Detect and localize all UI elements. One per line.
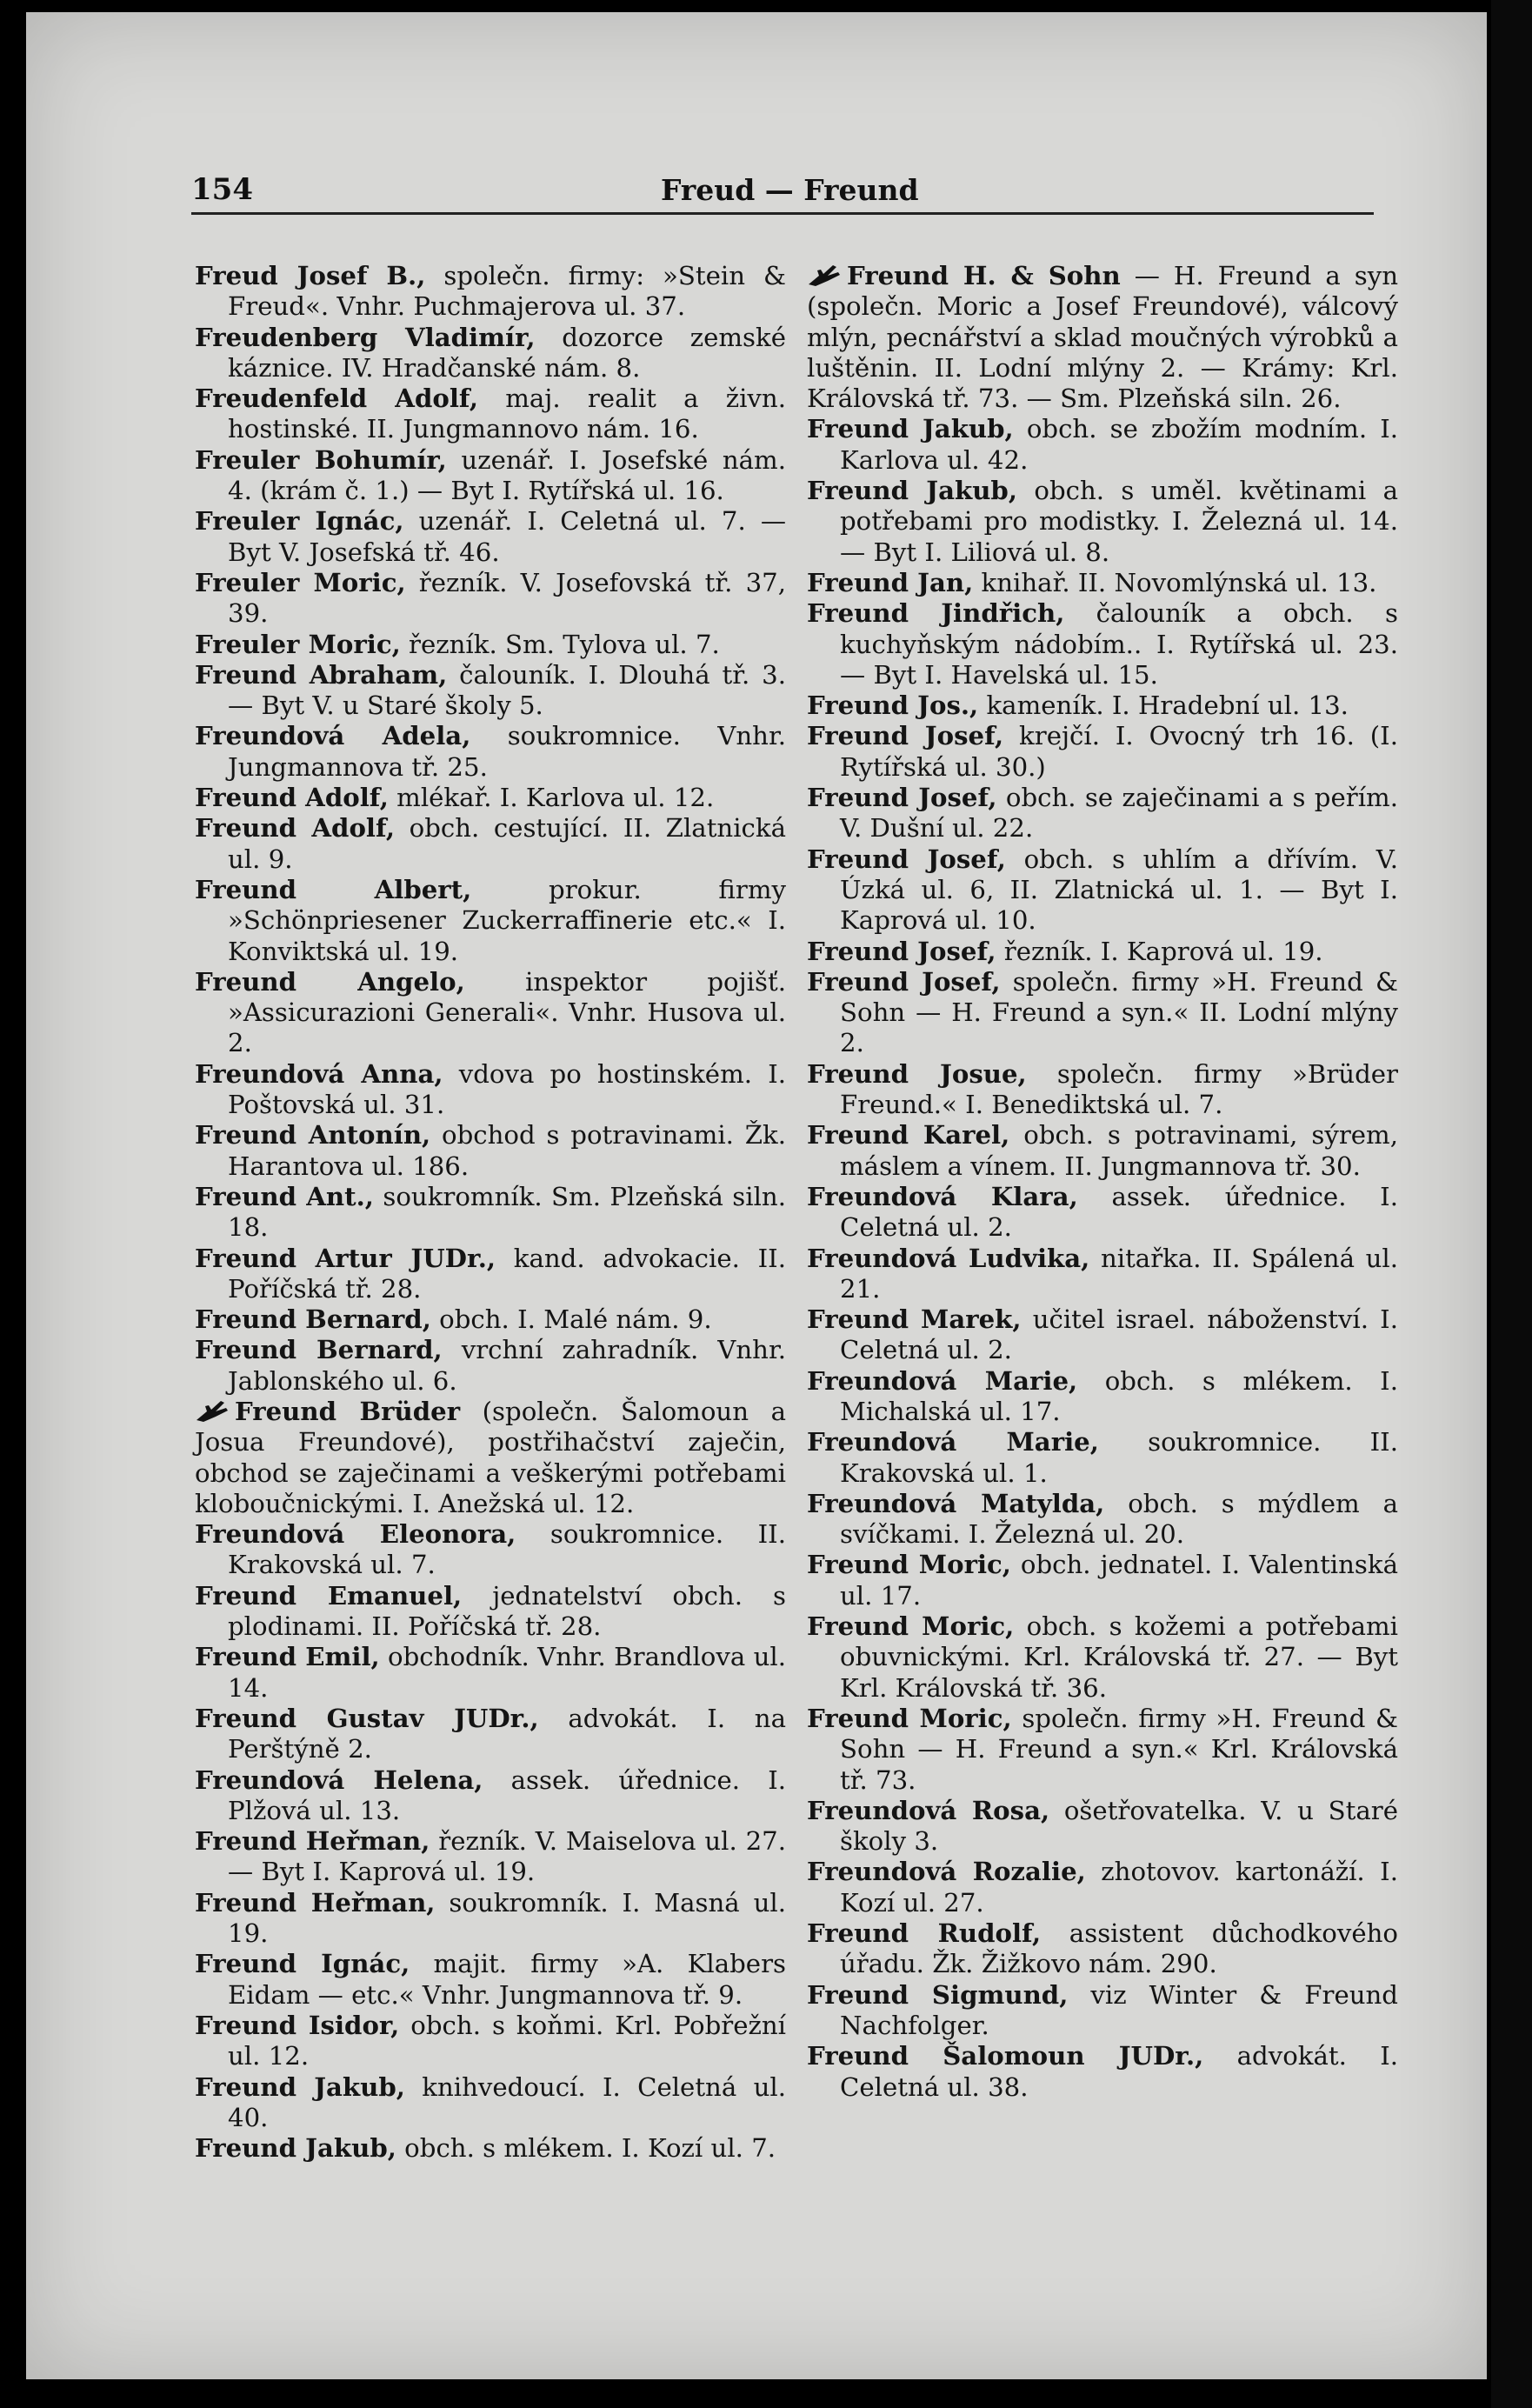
entry-name: Freund Ignác, (195, 1949, 410, 1979)
entry-name: Freundová Adela, (195, 721, 471, 751)
right-column (807, 261, 1398, 2103)
directory-entry (195, 445, 786, 507)
directory-entry (807, 1980, 1398, 2042)
entry-details: soukromnice. II. Krakovská ul. 7. (228, 1519, 786, 1580)
entry-name: Freund Josef, (807, 721, 1004, 751)
entry-details: obch. s mlékem. I. Kozí ul. 7. (396, 2133, 776, 2164)
entry-name: Freund Jan, (807, 567, 974, 597)
directory-entry (195, 1120, 786, 1182)
directory-entry (807, 1796, 1398, 1858)
directory-entry (195, 721, 786, 783)
directory-entry (195, 875, 786, 967)
entry-name: Freund Angelo, (195, 966, 465, 997)
directory-entry (807, 1427, 1398, 1489)
directory-entry (807, 844, 1398, 937)
pointing-hand-icon (195, 1397, 230, 1424)
entry-name: Freuler Ignác, (195, 506, 404, 537)
entry-name: Freundová Rozalie, (807, 1857, 1086, 1887)
directory-entry (195, 660, 786, 722)
entry-name: Freundová Ludvika, (807, 1243, 1090, 1273)
entry-name: Freund H. & Sohn (847, 261, 1121, 290)
entry-name: Freundová Helena, (195, 1764, 483, 1795)
entry-details: obch. s uhlím a dřívím. V. Úzká ul. 6, II. Zlatnická ul. 1. — Byt I. Kaprová ul. 10. (840, 844, 1399, 936)
directory-entry (807, 1182, 1398, 1244)
entry-name: Freundová Eleonora, (195, 1519, 516, 1550)
directory-entry (807, 783, 1398, 844)
entry-details: maj. realit a živn. hostinské. II. Jungmannovo nám. 16. (228, 384, 786, 444)
entry-name: Freund Emanuel, (195, 1580, 463, 1611)
directory-entry (195, 2133, 786, 2164)
directory-entry (195, 1581, 786, 1643)
directory-entry (807, 261, 1398, 414)
entry-name: Freund Josef, (807, 936, 996, 966)
entry-name: Freund Brüder (235, 1396, 461, 1426)
entry-name: Freund Jakub, (195, 2133, 396, 2164)
directory-entry (807, 1059, 1398, 1121)
entry-details: obch. I. Malé nám. 9. (430, 1304, 712, 1335)
entry-details: vdova po hostinském. I. Poštovská ul. 31. (228, 1058, 787, 1120)
entry-name: Freuler Moric, (195, 567, 406, 597)
directory-entry (807, 598, 1398, 690)
directory-entry (807, 967, 1398, 1059)
directory-entry (195, 1765, 786, 1827)
directory-entry (195, 1519, 786, 1581)
directory-entry (195, 323, 786, 384)
entry-name: Freund Antonín, (195, 1120, 431, 1151)
entry-details: řezník. V. Josefovská tř. 37, 39. (228, 567, 787, 629)
entry-name: Freund Adolf, (195, 783, 389, 813)
entry-name: Freundová Matylda, (807, 1488, 1105, 1518)
directory-entry (195, 630, 786, 660)
entry-details: knihař. II. Novomlýnská ul. 13. (973, 567, 1377, 597)
entry-details: obchodník. Vnhr. Brandlova ul. 14. (228, 1642, 786, 1703)
entry-name: Freud Josef B., (195, 261, 426, 290)
directory-entry (807, 1244, 1398, 1305)
entry-name: Freund Artur JUDr., (195, 1243, 496, 1273)
entry-name: Freund Jindřich, (807, 598, 1065, 629)
entry-details: soukromnice. Vnhr. Jungmannova tř. 25. (228, 721, 786, 782)
entry-name: Freund Moric, (807, 1550, 1011, 1580)
directory-entry (807, 414, 1398, 476)
entry-name: Freund Bernard, (195, 1304, 431, 1335)
entry-details: společn. firmy »Brüder Freund.« I. Benediktská ul. 7. (840, 1058, 1398, 1120)
entry-name: Freuler Moric, (195, 629, 401, 659)
entry-details: dozorce zemské káznice. IV. Hradčanské nám. 8. (228, 322, 786, 383)
directory-entry (195, 1244, 786, 1305)
entry-details: assistent důchodkového úřadu. Žk. Žižkovo nám. 290. (840, 1918, 1398, 1979)
entry-details: obchod s potravinami. Žk. Harantova ul. 186. (228, 1120, 786, 1181)
entry-name: Freund Albert, (195, 874, 472, 904)
entry-details: majit. firmy »A. Klabers Eidam — etc.« Vnhr. Jungmannova tř. 9. (228, 1949, 787, 2010)
entry-name: Freundová Klara, (807, 1181, 1078, 1211)
directory-entry (807, 721, 1398, 783)
entry-name: Freudenberg Vladimír, (195, 322, 536, 352)
entry-name: Freund Abraham, (195, 659, 448, 690)
directory-entry (807, 476, 1398, 568)
entry-details: jednatelství obch. s plodinami. II. Poříčská tř. 28. (228, 1580, 786, 1642)
entry-details: učitel israel. náboženství. I. Celetná ul. 2. (840, 1304, 1398, 1365)
entry-name: Freund Sigmund, (807, 1979, 1069, 2010)
entry-details: obch. se zaječinami a s peřím. V. Dušní ul. 22. (840, 783, 1399, 844)
entry-details: řezník. V. Maiselova ul. 27. — Byt I. Kaprová ul. 19. (228, 1826, 786, 1887)
directory-entry (807, 568, 1398, 598)
entry-name: Freundová Marie, (807, 1427, 1099, 1457)
entry-details: soukromnice. II. Krakovská ul. 1. (840, 1427, 1398, 1488)
entry-name: Freund Jakub, (807, 414, 1014, 444)
entry-name: Freund Josef, (807, 783, 997, 813)
page-edge-shadow (1491, 0, 1532, 2408)
entry-details: kand. advokacie. II. Poříčská tř. 28. (228, 1243, 786, 1304)
entry-details: uzenář. I. Celetná ul. 7. — Byt V. Josefská tř. 46. (228, 506, 787, 567)
entry-details: zhotovov. kartonáží. I. Kozí ul. 27. (840, 1857, 1398, 1918)
entry-details: assek. úřednice. I. Celetná ul. 2. (840, 1181, 1398, 1243)
directory-entry (195, 1949, 786, 2011)
entry-name: Freund Marek, (807, 1304, 1022, 1335)
directory-entry (807, 1366, 1398, 1428)
entry-name: Freund Josef, (807, 844, 1006, 874)
entry-name: Freundová Anna, (195, 1058, 443, 1089)
entry-name: Freund Moric, (807, 1703, 1012, 1733)
directory-entry (195, 1304, 786, 1335)
directory-entry (807, 937, 1398, 967)
entry-name: Freundová Rosa, (807, 1795, 1050, 1825)
entry-details: (společn. Šalomoun a Josua Freundové), postřihačství zaječin, obchod se zaječinami a veškerými potřebami kloboučnickými. I. Anežská ul. 12. (195, 1396, 786, 1518)
entry-name: Freund Heřman, (195, 1887, 436, 1918)
entry-name: Freund Jakub, (807, 476, 1017, 506)
directory-entry (195, 506, 786, 568)
directory-entry (195, 1059, 786, 1121)
entry-details: obch. s potravinami, sýrem, máslem a vínem. II. Jungmannova tř. 30. (840, 1120, 1398, 1181)
entry-name: Freund Josue, (807, 1058, 1027, 1089)
left-column (195, 261, 786, 2164)
entry-details: řezník. I. Kaprová ul. 19. (996, 936, 1323, 966)
directory-entry (807, 1611, 1398, 1704)
entry-details: soukromník. Sm. Plzeňská siln. 18. (228, 1181, 786, 1243)
entry-details: čalouník a obch. s kuchyňským nádobím.. I. Rytířská ul. 23. — Byt I. Havelská ul. 15. (840, 598, 1398, 690)
directory-entry (195, 1397, 786, 1519)
page-header (191, 163, 1374, 215)
directory-entry (195, 1704, 786, 1765)
entry-details: uzenář. I. Josefské nám. 4. (krám č. 1.) — Byt I. Rytířská ul. 16. (228, 444, 786, 506)
entry-details: — H. Freund a syn (společn. Moric a Josef Freundové), válcový mlýn, pecnářství a sklad moučných výrobků a luštěnin. II. Lodní mlýny 2. — Krámy: Krl. Královská tř. 73. — Sm. Plzeňská siln. 26. (807, 261, 1398, 414)
entry-details: krejčí. I. Ovocný trh 16. (I. Rytířská ul. 30.) (840, 721, 1398, 782)
entry-details: advokát. I. na Perštýně 2. (228, 1703, 786, 1764)
directory-entry (807, 1489, 1398, 1551)
entry-details: obch. s mlékem. I. Michalská ul. 17. (840, 1365, 1398, 1426)
directory-entry (195, 1182, 786, 1244)
entry-details: obch. s uměl. květinami a potřebami pro modistky. I. Železná ul. 14. — Byt I. Liliová ul. 8. (840, 476, 1398, 567)
entry-details: knihvedoucí. I. Celetná ul. 40. (228, 2071, 786, 2132)
entry-details: řezník. Sm. Tylova ul. 7. (400, 629, 720, 659)
entry-details: obch. s mýdlem a svíčkami. I. Železná ul. 20. (840, 1488, 1398, 1550)
directory-entry (807, 1120, 1398, 1182)
directory-entry (195, 568, 786, 630)
directory-entry (195, 1642, 786, 1704)
entry-details: assek. úřednice. I. Plžová ul. 13. (228, 1764, 786, 1825)
entry-name: Freuler Bohumír, (195, 444, 447, 475)
entry-name: Freund Šalomoun JUDr., (807, 2041, 1204, 2071)
entry-details: obch. cestující. II. Zlatnická ul. 9. (228, 813, 786, 874)
pointing-hand-icon (807, 262, 842, 288)
page-number: 154 (191, 172, 253, 207)
entry-name: Freund Moric, (807, 1611, 1015, 1642)
directory-entry (195, 1888, 786, 1950)
directory-entry (807, 2041, 1398, 2103)
entry-details: obch. s koňmi. Krl. Pobřežní ul. 12. (228, 2010, 786, 2071)
directory-entry (195, 2011, 786, 2072)
entry-name: Freund Adolf, (195, 813, 396, 844)
directory-entry (195, 783, 786, 813)
entry-name: Freund Rudolf, (807, 1918, 1042, 1949)
entry-name: Freundová Marie, (807, 1365, 1078, 1396)
entry-details: soukromník. I. Masná ul. 19. (228, 1887, 786, 1949)
entry-details: obch. s kožemi a potřebami obuvnickými. Krl. Královská tř. 27. — Byt Krl. Královská tř. 36. (840, 1611, 1398, 1703)
directory-entry (807, 1704, 1398, 1796)
entry-details: společn. firmy: »Stein & Freud«. Vnhr. Puchmajerova ul. 37. (228, 261, 787, 322)
entry-name: Freund Karel, (807, 1120, 1010, 1151)
entry-name: Freund Gustav JUDr., (195, 1703, 539, 1733)
entry-details: obch. jednatel. I. Valentinská ul. 17. (840, 1550, 1398, 1611)
entry-details: viz Winter & Freund Nachfolger. (840, 1979, 1398, 2040)
entry-details: nitařka. II. Spálená ul. 21. (840, 1243, 1398, 1304)
entry-name: Freund Heřman, (195, 1826, 430, 1857)
entry-details: vrchní zahradník. Vnhr. Jablonského ul. 6. (228, 1335, 786, 1396)
entry-details: společn. firmy »H. Freund & Sohn — H. Freund a syn.« Krl. Královská tř. 73. (840, 1703, 1399, 1795)
entry-name: Freund Ant., (195, 1181, 374, 1211)
directory-entry (807, 1550, 1398, 1611)
directory-entry (195, 967, 786, 1059)
entry-name: Freund Emil, (195, 1642, 380, 1672)
entry-details: advokát. I. Celetná ul. 38. (840, 2041, 1398, 2102)
entry-details: čalouník. I. Dlouhá tř. 3. — Byt V. u Staré školy 5. (228, 659, 786, 721)
directory-entry (807, 1918, 1398, 1980)
directory-entry (195, 384, 786, 445)
entry-name: Freund Jakub, (195, 2071, 405, 2102)
directory-entry (195, 1335, 786, 1397)
directory-entry (807, 1857, 1398, 1918)
entry-details: prokur. firmy »Schönpriesener Zuckerraffinerie etc.« I. Konviktská ul. 19. (228, 874, 787, 966)
entry-details: společn. firmy »H. Freund & Sohn — H. Freund a syn.« II. Lodní mlýny 2. (840, 966, 1398, 1058)
directory-entry (195, 1826, 786, 1888)
entry-details: ošetřovatelka. V. u Staré školy 3. (840, 1795, 1398, 1857)
entry-name: Freund Bernard, (195, 1335, 443, 1365)
directory-entry (807, 690, 1398, 721)
directory-entry (195, 261, 786, 323)
directory-entry (195, 813, 786, 875)
entry-details: kameník. I. Hradební ul. 13. (978, 690, 1349, 721)
entry-name: Freund Isidor, (195, 2010, 400, 2040)
running-title: Freud — Freund (661, 173, 919, 207)
entry-name: Freund Josef, (807, 966, 1001, 997)
entry-name: Freund Jos., (807, 690, 979, 721)
entry-details: mlékař. I. Karlova ul. 12. (388, 783, 715, 813)
entry-details: obch. se zbožím modním. I. Karlova ul. 42. (840, 414, 1399, 475)
directory-entry (807, 1304, 1398, 1366)
entry-name: Freudenfeld Adolf, (195, 384, 478, 414)
entry-details: inspektor pojišť. »Assicurazioni Generali«. Vnhr. Husova ul. 2. (228, 966, 786, 1058)
directory-entry (195, 2072, 786, 2134)
